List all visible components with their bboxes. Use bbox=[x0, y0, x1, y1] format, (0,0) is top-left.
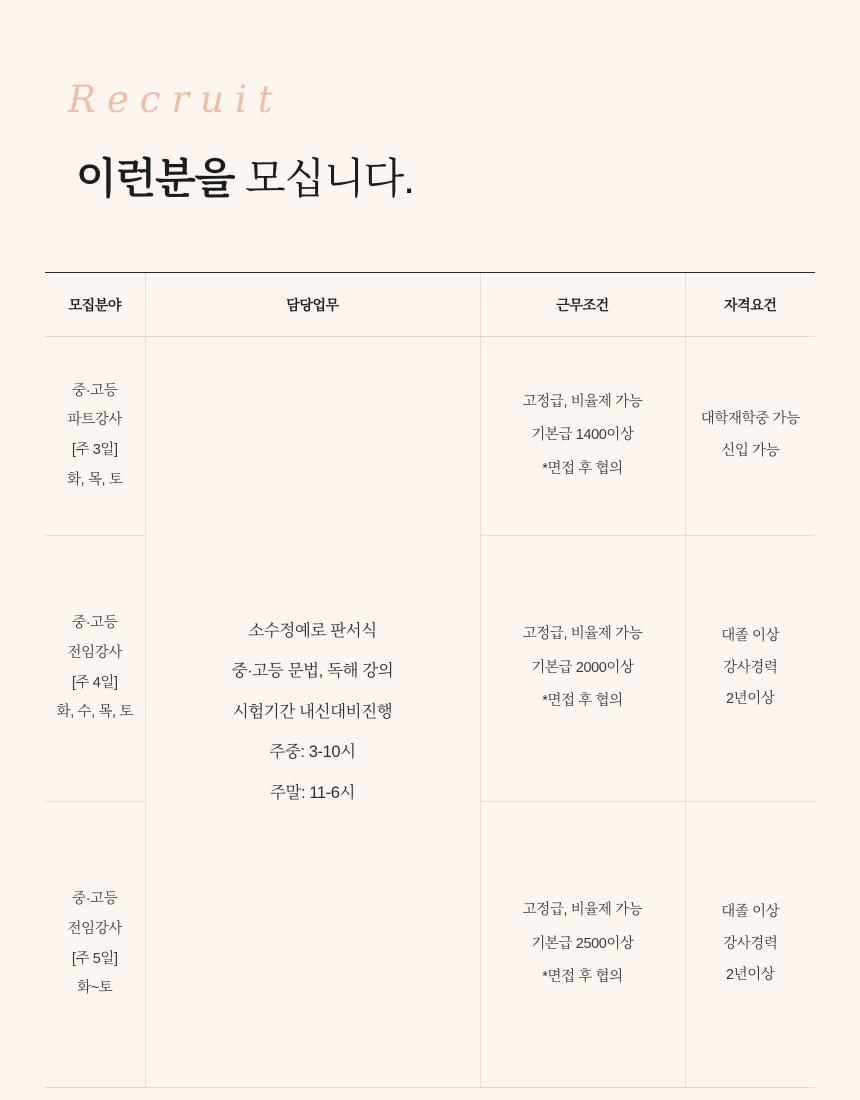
field-line: 화, 목, 토 bbox=[67, 471, 123, 488]
column-header-field: 모집분야 bbox=[45, 273, 145, 337]
qualification-line: 대졸 이상 bbox=[721, 627, 780, 644]
condition-line: 기본급 1400이상 bbox=[531, 427, 634, 444]
qualification-line: 대졸 이상 bbox=[721, 903, 780, 920]
field-line: 파트강사 bbox=[67, 412, 122, 429]
condition-line: 기본급 2000이상 bbox=[531, 659, 634, 676]
field-line: 중·고등 bbox=[72, 382, 118, 399]
cell-field bbox=[45, 536, 145, 802]
condition-line: 기본급 2500이상 bbox=[531, 935, 634, 952]
duty-line: 시험기간 내신대비진행 bbox=[232, 702, 393, 721]
duty-line: 주중: 3-10시 bbox=[269, 743, 356, 762]
qualification-line: 2년이상 bbox=[726, 691, 775, 708]
page-title bbox=[76, 146, 414, 206]
field-line: [주 5일] bbox=[71, 950, 118, 967]
cell-condition bbox=[480, 536, 685, 802]
condition-line: 고정급, 비율제 가능 bbox=[522, 393, 643, 410]
duty-line: 중·고등 문법, 독해 강의 bbox=[231, 662, 394, 681]
condition-line: 고정급, 비율제 가능 bbox=[522, 902, 643, 919]
page-title-bold: 이런분을 bbox=[76, 155, 235, 202]
cell-duty bbox=[145, 337, 480, 1088]
column-header-qualification: 자격요건 bbox=[685, 273, 815, 337]
field-line: 중·고등 bbox=[72, 615, 118, 632]
field-line: 화, 수, 목, 토 bbox=[56, 704, 133, 721]
qualification-line: 대학재학중 가능 bbox=[700, 411, 800, 428]
condition-line: *면접 후 협의 bbox=[542, 969, 623, 986]
page-title-light: 모십니다. bbox=[234, 155, 414, 202]
column-header-duty: 담당업무 bbox=[145, 273, 480, 337]
duty-line: 소수정예로 판서식 bbox=[248, 621, 377, 640]
field-line: 화~토 bbox=[77, 980, 113, 997]
script-title: Recruit bbox=[68, 78, 284, 121]
cell-condition bbox=[480, 802, 685, 1088]
cell-field bbox=[45, 337, 145, 536]
condition-line: *면접 후 협의 bbox=[542, 693, 623, 710]
condition-line: 고정급, 비율제 가능 bbox=[522, 626, 643, 643]
cell-condition bbox=[480, 337, 685, 536]
field-line: 중·고등 bbox=[72, 891, 118, 908]
table-header-row bbox=[45, 273, 815, 337]
qualification-line: 신입 가능 bbox=[721, 443, 780, 459]
column-header-condition: 근무조건 bbox=[480, 273, 685, 337]
field-line: 전임강사 bbox=[67, 920, 122, 937]
table-body bbox=[45, 337, 815, 1088]
cell-qualification bbox=[685, 337, 815, 536]
table-header bbox=[45, 273, 815, 337]
field-line: [주 3일] bbox=[71, 442, 118, 458]
qualification-line: 강사경력 bbox=[723, 935, 778, 952]
field-line: [주 4일] bbox=[71, 674, 118, 691]
duty-line: 주말: 11-6시 bbox=[269, 783, 356, 802]
field-line: 전임강사 bbox=[67, 644, 122, 661]
qualification-line: 2년이상 bbox=[726, 967, 775, 984]
recruit-table bbox=[45, 272, 815, 1088]
cell-qualification bbox=[685, 802, 815, 1088]
qualification-line: 강사경력 bbox=[723, 659, 778, 676]
cell-qualification bbox=[685, 536, 815, 802]
condition-line: *면접 후 협의 bbox=[542, 460, 623, 477]
cell-field bbox=[45, 802, 145, 1088]
table-row bbox=[45, 337, 815, 536]
